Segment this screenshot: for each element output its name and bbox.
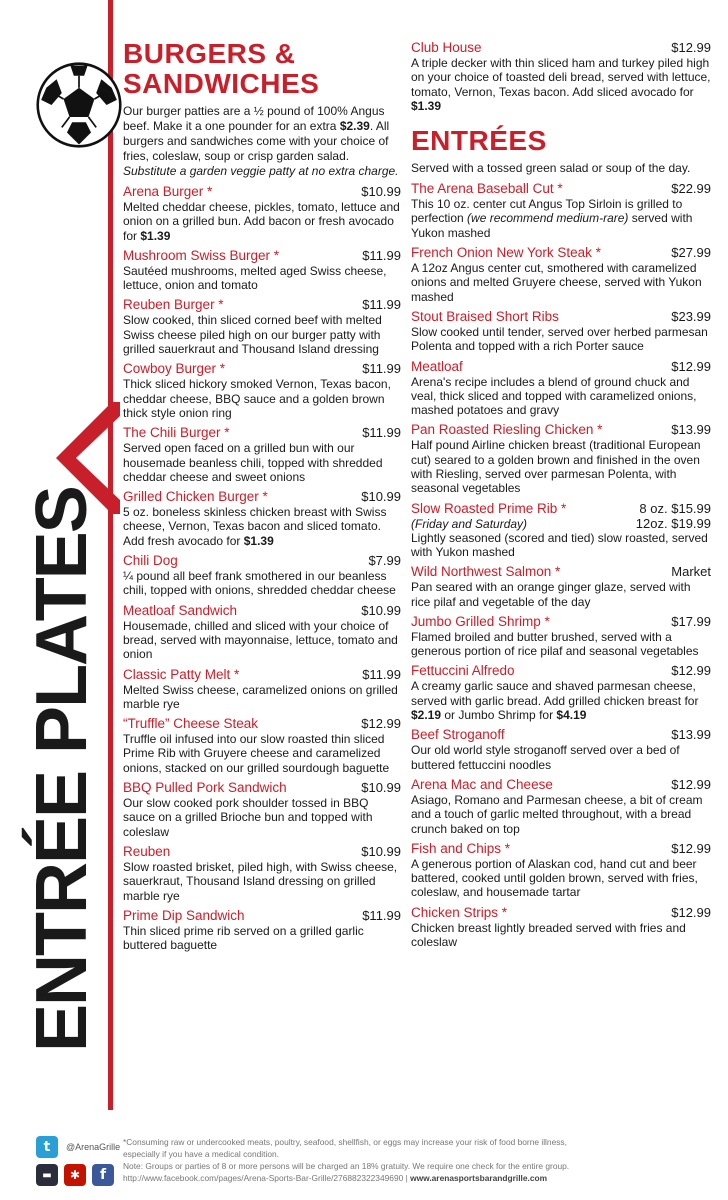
menu-item-fish-and-chips [411, 841, 711, 900]
menu-item-meatloaf [411, 359, 711, 418]
desc-text: Half pound Airline chicken breast (traditional European cut) seared to a golden brown and finished in the oven with Riesling, served over parmesan Polenta, with seasonal vegetables [411, 438, 701, 496]
menu-item-cowboy-burger [123, 361, 401, 420]
item-name: Meatloaf Sandwich [123, 602, 238, 618]
desc-text: Housemade, chilled and sliced with your choice of bread, served with mayonnaise, lettuce, tomato and onion [123, 618, 398, 662]
desc-text: 5 oz. boneless skinless chicken breast with Swiss cheese, Vernon, Texas bacon and sliced tomato. Add fresh avocado for [123, 505, 387, 548]
item-description: Lightly seasoned (scored and tied) slow roasted, served with Yukon mashed [411, 530, 708, 559]
desc-text: Slow roasted brisket, piled high, with Swiss cheese, sauerkraut, Thousand Island dressing on grilled marble rye [123, 859, 398, 903]
menu-item-chicken-strips [411, 905, 711, 950]
item-name: Jumbo Grilled Shrimp * [411, 613, 550, 629]
menu-item-bbq-pulled-pork-sandwich [123, 780, 401, 839]
item-description [123, 796, 401, 839]
item-price: $11.99 [362, 247, 401, 263]
item-description [123, 200, 401, 243]
desc-text: This 10 oz. center cut Angus Top Sirloin is grilled to perfection [411, 197, 683, 226]
burgers-sandwiches-section [123, 40, 401, 957]
item-name: The Chili Burger * [123, 425, 230, 441]
item-description [411, 857, 711, 900]
item-name: Fettuccini Alfredo [411, 663, 515, 679]
entrees-intro: Served with a tossed green salad or soup of the day. [411, 161, 691, 176]
twitter-handle[interactable]: @ArenaGrille [66, 1142, 121, 1152]
item-price: $11.99 [362, 425, 401, 441]
desc-price-2: $4.19 [556, 708, 587, 723]
burgers-intro [123, 104, 401, 179]
item-price: $11.99 [362, 361, 401, 377]
menu-item-the-chili-burger [123, 425, 401, 484]
item-name: Reuben [123, 843, 171, 859]
item-price: $13.99 [671, 727, 711, 743]
item-price-8oz [639, 501, 711, 517]
social-row [36, 1136, 120, 1158]
desc-text: Our old world style stroganoff served over a bed of buttered fettuccini noodles [411, 743, 680, 772]
item-name: Meatloaf [411, 358, 463, 374]
item-price: $11.99 [362, 907, 401, 923]
desc-text: Truffle oil infused into our slow roasted thin sliced Prime Rib with Gruyere cheese and caramelized onions, stacked on our grilled sourdough baguette [123, 732, 390, 775]
item-description [411, 580, 711, 609]
desc-text-2: served with Yukon mashed [411, 211, 693, 240]
item-description [411, 743, 711, 772]
left-decoration [0, 0, 121, 1200]
desc-price: $1.39 [140, 228, 171, 243]
yelp-icon[interactable]: ✱ [64, 1164, 86, 1186]
gratuity-note: Note: Groups or parties of 8 or more persons will be charged an 18% gratuity. We require one check for the entire group. [123, 1161, 570, 1171]
desc-price: $1.39 [243, 533, 274, 548]
menu-item-truffle-cheese-steak [123, 716, 401, 775]
health-warning-2: especially if you have a medical condition. [123, 1149, 279, 1159]
desc-price: $2.19 [411, 708, 442, 723]
item-description [411, 56, 711, 113]
item-price: Market [671, 564, 711, 580]
item-description [123, 377, 401, 420]
item-name: Stout Braised Short Ribs [411, 308, 559, 324]
burgers-title-line1: BURGERS & [123, 38, 296, 69]
item-price: $27.99 [671, 245, 711, 261]
item-description [411, 921, 711, 950]
item-price: $22.99 [671, 181, 711, 197]
desc-price: $1.39 [411, 98, 442, 113]
desc-text: A triple decker with thin sliced ham and turkey piled high on your choice of toasted deli bread, served with lettuce, tomato, Vernon, Texas bacon. Add sliced avocado for [411, 56, 711, 99]
item-name: Grilled Chicken Burger * [123, 489, 268, 505]
menu-item-jumbo-grilled-shrimp [411, 614, 711, 659]
item-description [123, 683, 401, 712]
entrees-title: ENTRÉES [411, 125, 547, 157]
menu-item-french-onion-new-york-steak [411, 245, 711, 304]
item-name: Mushroom Swiss Burger * [123, 247, 280, 263]
size-price: $15.99 [671, 500, 711, 516]
item-name: Slow Roasted Prime Rib * [411, 500, 567, 516]
fine-print [123, 1136, 723, 1184]
health-warning: *Consuming raw or undercooked meats, poultry, seafood, shellfish, or eggs may increase your risk of food borne illness, [123, 1137, 567, 1147]
links-line [123, 1172, 723, 1184]
item-name: French Onion New York Steak * [411, 245, 601, 261]
intro-veggie-note: Substitute a garden veggie patty at no extra charge. [123, 164, 399, 178]
item-price: $12.99 [361, 716, 401, 732]
item-description [123, 264, 401, 293]
facebook-icon[interactable]: f [92, 1164, 114, 1186]
desc-text: A creamy garlic sauce and shaved parmesan cheese, served with garlic bread. Add grilled chicken breast for [411, 679, 699, 708]
right-column [411, 40, 711, 954]
red-divider-line [108, 0, 113, 1110]
item-price: $12.99 [671, 904, 711, 920]
item-name: Arena Mac and Cheese [411, 776, 553, 792]
menu-item-prime-dip-sandwich [123, 908, 401, 953]
item-description [411, 197, 711, 240]
burgers-title-line2: SANDWICHES [123, 68, 320, 99]
desc-text: Slow cooked, thin sliced corned beef with melted Swiss cheese piled high on our burger patty with grilled sauerkraut and Thousand Island dressing [123, 313, 382, 357]
desc-text: Melted cheddar cheese, pickles, tomato, lettuce and onion on a grilled bun. Add bacon or fresh avocado for [123, 200, 400, 243]
menu-item-mushroom-swiss-burger [123, 248, 401, 293]
facebook-link[interactable]: http://www.facebook.com/pages/Arena-Sports-Bar-Grille/276882322349690 | [123, 1173, 411, 1183]
desc-text: Slow cooked until tender, served over herbed parmesan Polenta and topped with a rich Porter sauce [411, 324, 708, 354]
item-price: $10.99 [361, 843, 401, 859]
item-name: Reuben Burger * [123, 297, 224, 313]
twitter-icon[interactable]: t [36, 1136, 58, 1158]
menu-item-reuben [123, 844, 401, 903]
entree-item-list-a [411, 245, 711, 496]
size-label: 12oz. [635, 515, 668, 531]
menu-item-prime-rib [411, 501, 711, 560]
entree-plates-vertical-title: ENTRÉE PLATES [22, 487, 102, 1052]
menu-item-beef-stroganoff [411, 727, 711, 772]
menu-item-reuben-burger [123, 297, 401, 356]
menu-item-chili-dog [123, 553, 401, 598]
desc-text: A 12oz Angus center cut, smothered with caramelized onions and melted Gruyere cheese, served with Yukon mashed [411, 261, 702, 304]
desc-text: Arena's recipe includes a blend of ground chuck and veal, thick sliced and topped with caramelized onions, mashed potatoes and gravy [411, 374, 697, 418]
item-description [123, 505, 401, 548]
item-price: $23.99 [671, 308, 711, 324]
item-price: $7.99 [368, 553, 401, 569]
menu-item-grilled-chicken-burger [123, 489, 401, 548]
item-description [411, 375, 711, 418]
item-price: $10.99 [361, 602, 401, 618]
item-description [123, 619, 401, 662]
item-price: $10.99 [361, 184, 401, 199]
item-description [123, 732, 401, 775]
website-link[interactable]: www.arenasportsbarandgrille.com [410, 1173, 548, 1183]
desc-italic: (we recommend medium-rare) [467, 211, 629, 226]
item-name: “Truffle” Cheese Steak [123, 716, 259, 732]
item-description [123, 860, 401, 903]
item-price: $17.99 [671, 613, 711, 629]
desc-tail: or Jumbo Shrimp for [441, 708, 557, 723]
item-description [411, 438, 711, 495]
menu-item-arena-mac-and-cheese [411, 777, 711, 836]
size-price: $19.99 [671, 515, 711, 531]
item-price: $11.99 [362, 297, 401, 313]
burger-item-list [123, 184, 401, 952]
desc-text: Thin sliced prime rib served on a grilled garlic buttered baguette [123, 923, 364, 953]
menu-item-meatloaf-sandwich [123, 603, 401, 662]
menu-item-arena-burger [123, 184, 401, 243]
item-price: $11.99 [362, 666, 401, 682]
item-price: $12.99 [671, 840, 711, 856]
desc-text: Our slow cooked pork shoulder tossed in BBQ sauce on a grilled Brioche bun and topped with coleslaw [123, 796, 373, 839]
item-name: Club House [411, 40, 482, 55]
item-description [123, 924, 401, 953]
item-price: $12.99 [671, 663, 711, 679]
item-price: $12.99 [671, 358, 711, 374]
menu-item-stout-braised-short-ribs [411, 309, 711, 354]
item-name: Cowboy Burger * [123, 361, 226, 377]
item-name: Pan Roasted Riesling Chicken * [411, 422, 603, 438]
desc-text: Pan seared with an orange ginger glaze, served with rice pilaf and vegetable of the day [411, 580, 691, 609]
intro-price: $2.39 [339, 119, 370, 133]
menu-item-classic-patty-melt [123, 667, 401, 712]
item-name: Classic Patty Melt * [123, 666, 240, 682]
item-name: Chili Dog [123, 553, 178, 569]
menu-item-club-house [411, 40, 711, 113]
desc-text: Thick sliced hickory smoked Vernon, Texas bacon, cheddar cheese, BBQ sauce and a golden brown thick style onion ring [123, 377, 391, 420]
item-price-12oz [636, 517, 711, 531]
item-price: $10.99 [361, 489, 401, 505]
intro-text-2: . All burgers and sandwiches come with your choice of fries, coleslaw, soup or crisp garden salad. [123, 119, 390, 163]
desc-text: Sautéed mushrooms, melted aged Swiss cheese, lettuce, onion and tomato [123, 263, 387, 293]
item-description [123, 569, 401, 598]
item-name: Chicken Strips * [411, 904, 508, 920]
soccer-ball-icon [36, 62, 122, 148]
item-name: Wild Northwest Salmon * [411, 564, 561, 580]
desc-text: Served open faced on a grilled bun with our housemade beanless chili, topped with shredded cheddar cheese and sweet onions [123, 441, 383, 484]
item-availability: (Friday and Saturday) [411, 516, 528, 531]
desc-text: Flamed broiled and butter brushed, served with a generous portion of rice pilaf and seasonal vegetables [411, 629, 699, 659]
item-price: $12.99 [671, 40, 711, 55]
item-name: Prime Dip Sandwich [123, 907, 245, 923]
menu-item-baseball-cut [411, 181, 711, 240]
item-name: Fish and Chips * [411, 840, 511, 856]
foursquare-icon[interactable]: ▬ [36, 1164, 58, 1186]
desc-text: ¼ pound all beef frank smothered in our beanless chili, topped with onions, shredded cheddar cheese [123, 569, 396, 598]
item-description [411, 679, 711, 722]
item-description [411, 325, 711, 354]
item-description [411, 630, 711, 659]
item-price: $12.99 [671, 776, 711, 792]
menu-item-fettuccini-alfredo [411, 663, 711, 722]
desc-text: Melted Swiss cheese, caramelized onions on grilled marble rye [123, 682, 398, 711]
menu-item-wild-northwest-salmon [411, 564, 711, 609]
desc-text: Asiago, Romano and Parmesan cheese, a bit of cream and a touch of garlic melted throughout, with a bread crunch baked on top [411, 792, 703, 836]
item-description [123, 441, 401, 484]
item-description [411, 261, 711, 304]
item-description [411, 793, 711, 836]
item-name: Arena Burger * [123, 184, 213, 199]
item-name: Beef Stroganoff [411, 727, 505, 743]
social-row-2 [36, 1164, 114, 1186]
item-price: $13.99 [671, 422, 711, 438]
size-label: 8 oz. [639, 500, 668, 516]
item-name: The Arena Baseball Cut * [411, 181, 563, 197]
footer [0, 1130, 728, 1200]
item-description [123, 313, 401, 356]
desc-text: A generous portion of Alaskan cod, hand cut and beer battered, cooked until golden brown, served with fries, coleslaw, and housemade tartar [411, 856, 698, 900]
item-name: BBQ Pulled Pork Sandwich [123, 780, 287, 796]
item-price: $10.99 [361, 780, 401, 796]
intro-text: Our burger patties are a ½ pound of 100% Angus beef. Make it a one pounder for an extra [123, 104, 385, 133]
menu-item-pan-roasted-riesling-chicken [411, 422, 711, 495]
entree-item-list-b [411, 564, 711, 949]
desc-text: Chicken breast lightly breaded served with fries and coleslaw [411, 920, 686, 949]
